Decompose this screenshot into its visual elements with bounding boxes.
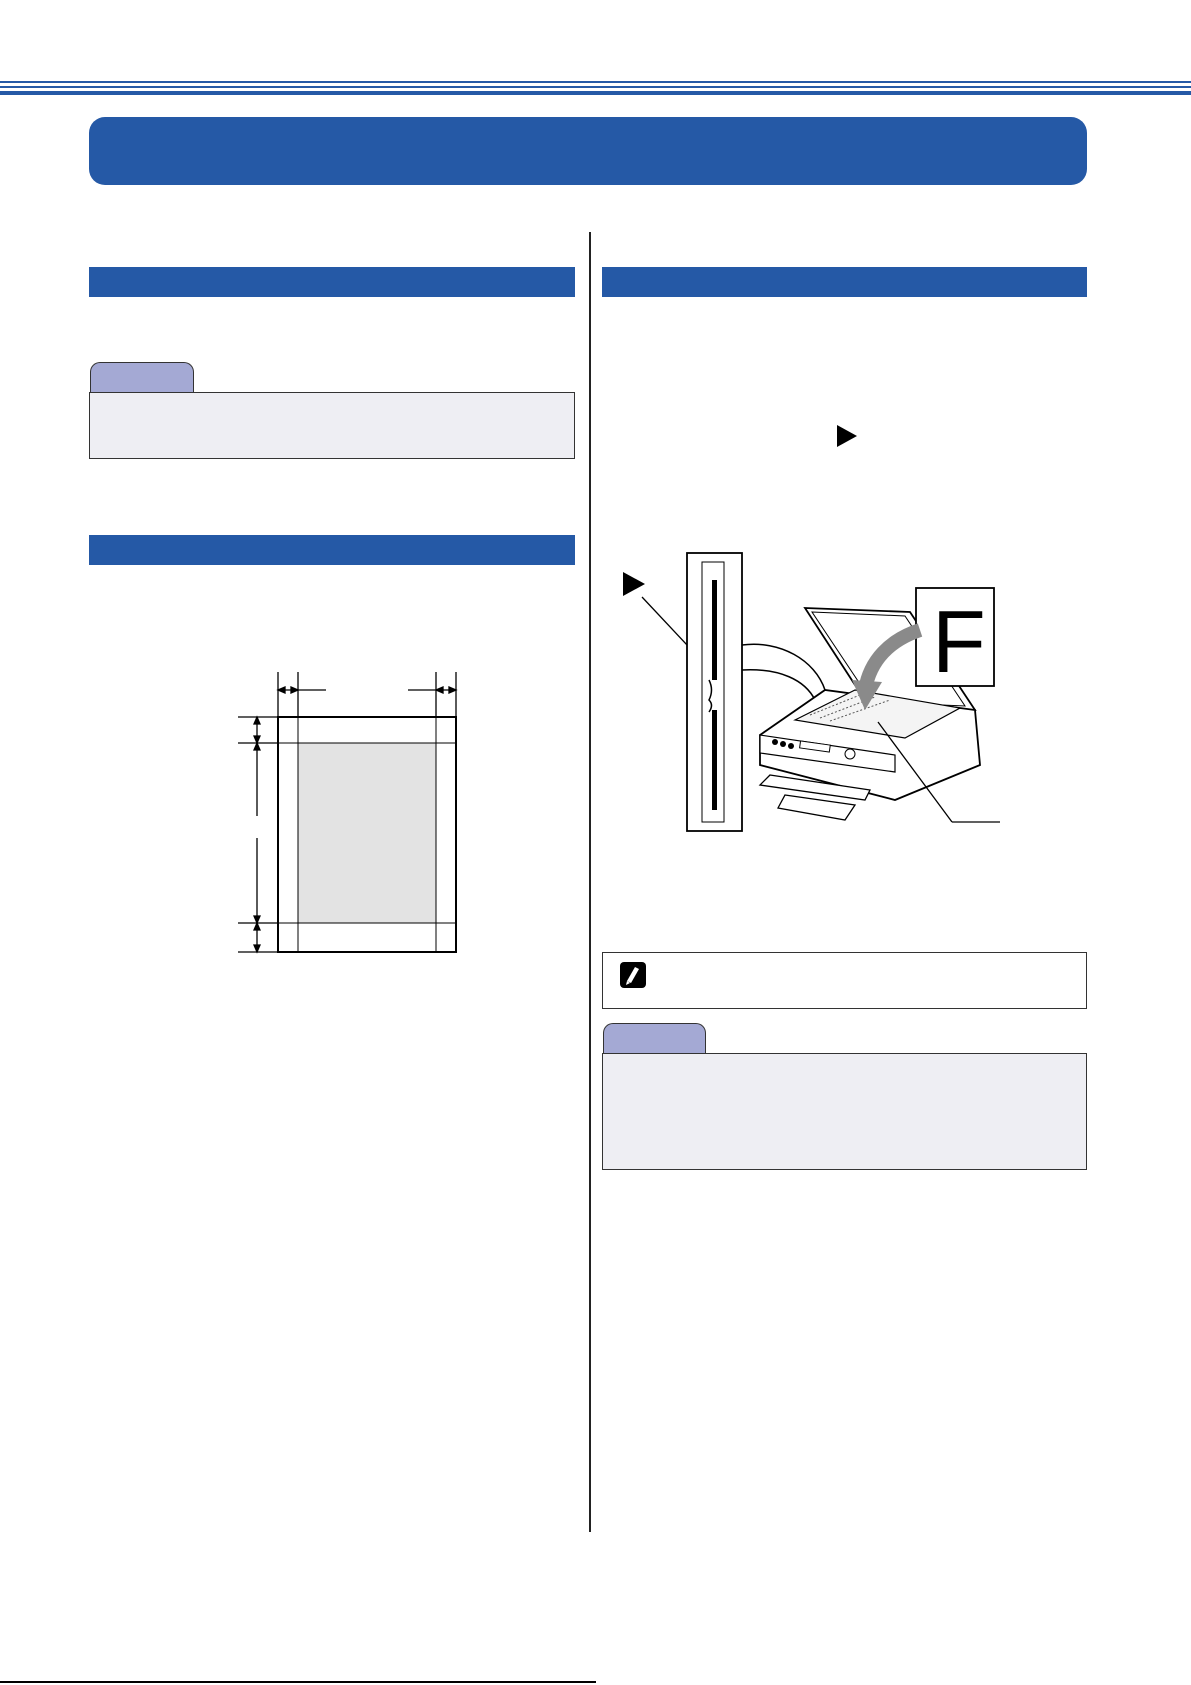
caution-box-left	[89, 392, 575, 459]
scannable-area	[298, 743, 436, 923]
caution-box-right	[602, 1053, 1087, 1170]
triangle-marker-icon	[836, 424, 858, 448]
note-box	[602, 952, 1087, 1009]
left-section-heading-1	[89, 267, 575, 297]
page-title-band	[89, 117, 1087, 185]
pencil-note-icon	[619, 961, 647, 989]
document-letter: F	[932, 592, 986, 691]
header-rule-thick	[0, 91, 1191, 95]
printer-scanner-figure	[620, 550, 1000, 835]
footer-rule	[0, 1681, 596, 1683]
header-rule-thin	[0, 81, 1191, 83]
caution-tab-left	[90, 362, 194, 393]
scan-area-diagram	[230, 668, 470, 958]
column-divider	[589, 232, 591, 1532]
header-rule-mid	[0, 86, 1191, 88]
figure-triangle-marker-icon	[623, 572, 645, 596]
right-section-heading-1	[602, 267, 1087, 297]
caution-tab-right	[603, 1023, 706, 1054]
left-section-heading-2	[89, 535, 575, 565]
